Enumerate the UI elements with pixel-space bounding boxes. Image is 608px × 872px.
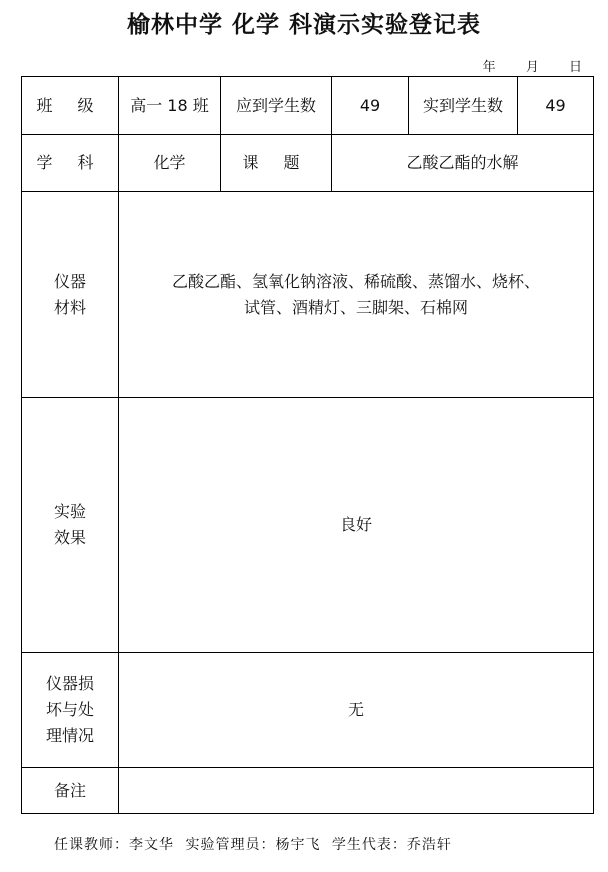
actual-students-label: 实到学生数 — [409, 77, 518, 135]
materials-value: 乙酸乙酯、氢氧化钠溶液、稀硫酸、蒸馏水、烧杯、 试管、酒精灯、三脚架、石棉网 — [119, 192, 594, 398]
registration-table — [21, 76, 594, 814]
effect-label: 实验 效果 — [22, 398, 119, 653]
topic-label: 课 题 — [221, 135, 332, 192]
day-label: 日 — [568, 60, 582, 75]
table-row — [22, 768, 594, 814]
date-line — [483, 56, 582, 75]
manager-signature: 实验管理员：杨宇飞 — [185, 837, 321, 853]
class-label: 班 级 — [22, 77, 119, 135]
topic-value: 乙酸乙酯的水解 — [332, 135, 594, 192]
teacher-signature: 任课教师：李文华 — [54, 837, 174, 853]
month-label: 月 — [525, 60, 539, 75]
class-value: 高一 18 班 — [119, 77, 221, 135]
student-rep-signature: 学生代表：乔浩轩 — [331, 837, 452, 853]
table-row — [22, 77, 594, 135]
damage-value: 无 — [119, 653, 594, 768]
table-row — [22, 653, 594, 768]
remarks-value — [119, 768, 594, 814]
subject-value: 化学 — [119, 135, 221, 192]
table-row — [22, 135, 594, 192]
materials-label: 仪器 材料 — [22, 192, 119, 398]
signature-footer — [54, 834, 458, 854]
table-row — [22, 192, 594, 398]
year-label: 年 — [482, 60, 496, 75]
actual-students-value: 49 — [518, 77, 594, 135]
expected-students-value: 49 — [332, 77, 409, 135]
table-row — [22, 398, 594, 653]
damage-label: 仪器损 坏与处 理情况 — [22, 653, 119, 768]
effect-value: 良好 — [119, 398, 594, 653]
subject-label: 学 科 — [22, 135, 119, 192]
remarks-label: 备注 — [22, 768, 119, 814]
expected-students-label: 应到学生数 — [221, 77, 332, 135]
form-title: 榆林中学 化学 科演示实验登记表 — [126, 12, 481, 38]
